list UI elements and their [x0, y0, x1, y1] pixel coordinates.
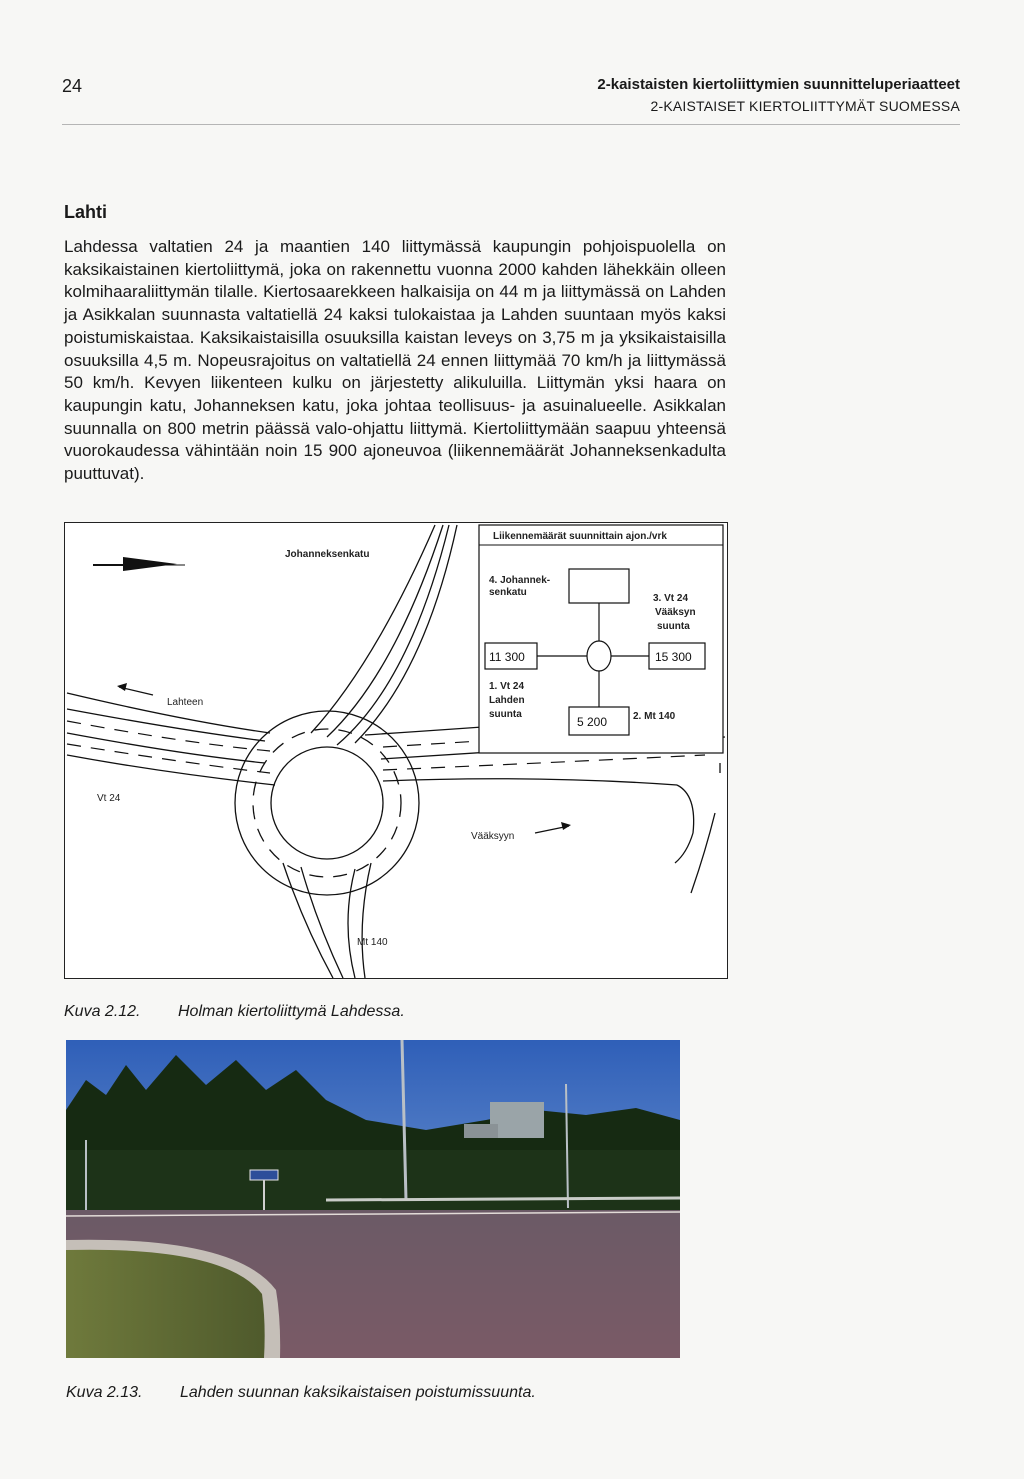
figure-2-caption-label: Kuva 2.13. — [66, 1384, 143, 1401]
label-vt24: Vt 24 — [97, 793, 121, 804]
label-mt140: Mt 140 — [357, 937, 388, 948]
arm2-value: 5 200 — [577, 715, 608, 729]
label-lahteen: Lahteen — [167, 697, 204, 708]
roundabout-photo — [66, 1040, 680, 1358]
arm1-label-line3: suunta — [489, 709, 522, 720]
arm4-label-line1: 4. Johannek- — [489, 575, 551, 586]
running-subtitle: 2-KAISTAISET KIERTOLIITTYMÄT SUOMESSA — [650, 98, 960, 114]
section-heading: Lahti — [64, 202, 107, 222]
traffic-volume-box — [479, 525, 723, 753]
running-title: 2-kaistaisten kiertoliittymien suunnitteluperiaatteet — [597, 76, 960, 93]
arm3-label-line3: suunta — [657, 621, 690, 632]
junction-node-icon — [587, 641, 611, 671]
page-number: 24 — [62, 76, 83, 96]
figure-2-caption-text: Lahden suunnan kaksikaistaisen poistumissuunta. — [180, 1384, 536, 1401]
roundabout-circle — [235, 711, 419, 895]
header-rule — [62, 124, 960, 125]
body-paragraph: Lahdessa valtatien 24 ja maantien 140 liittymässä kaupungin pohjoispuolella on kaksikaistainen kiertoliittymä, joka on rakennettu vuonna 2000 kahden lähekkäin olleen kolmihaaraliittymän tilalle. Kiertosaarekkeen halkaisija on 44 m ja liittymässä on Lahden ja Asikkalan suunnasta valtatiellä 24 kaksi tulokaistaa ja Lahden suuntaan myös kaksi poistumiskaistaa. Kaksikaistaisilla osuuksilla kaistan leveys on 3,75 m ja yksikaistaisilla osuuksilla 4,5 m. Nopeusrajoitus on valtatiellä 24 ennen liittymää 70 km/h ja liittymässä 50 km/h. Kevyen liikenteen kulku on järjestetty alikuluilla. Liittymän yksi haara on kaupungin katu, Johanneksen katu, joka johtaa teollisuus- ja asuinalueelle. Asikkalan suunnalla on 800 metrin päässä valo-ohjattu liittymä. Kiertoliittymään saapuu yhteensä vuorokaudessa vähintään noin 15 900 ajoneuvoa (liikennemäärät Johanneksenkadulta puuttuvat). — [64, 237, 726, 484]
label-vaaksyyn: Vääksyyn — [471, 831, 515, 842]
arm3-label-line1: 3. Vt 24 — [653, 593, 689, 604]
roundabout-diagram — [64, 522, 728, 979]
vaaksyyn-arrow-icon — [535, 822, 571, 833]
arm3-label-line2: Vääksyn — [655, 607, 696, 618]
figure-1-caption-label: Kuva 2.12. — [64, 1003, 141, 1020]
arm3-value: 15 300 — [655, 650, 692, 664]
arm1-value: 11 300 — [489, 650, 525, 664]
photo-illustration — [66, 1040, 680, 1358]
arm4-label-line2: senkatu — [489, 587, 527, 598]
vaaksyyn-ramp — [691, 763, 720, 893]
mt140-road — [283, 863, 371, 978]
traffic-box-title: Liikennemäärät suunnittain ajon./vrk — [493, 531, 667, 542]
arm2-label: 2. Mt 140 — [633, 711, 676, 722]
north-arrow-icon — [93, 557, 185, 571]
arm4-value-box — [569, 569, 629, 603]
arm1-label-line1: 1. Vt 24 — [489, 681, 525, 692]
figure-1-caption-text: Holman kiertoliittymä Lahdessa. — [178, 1003, 405, 1020]
arm1-label-line2: Lahden — [489, 695, 525, 706]
lahteen-arrow-icon — [117, 683, 153, 695]
label-johanneksenkatu: Johanneksenkatu — [285, 549, 370, 560]
roundabout-drawing — [65, 523, 727, 978]
